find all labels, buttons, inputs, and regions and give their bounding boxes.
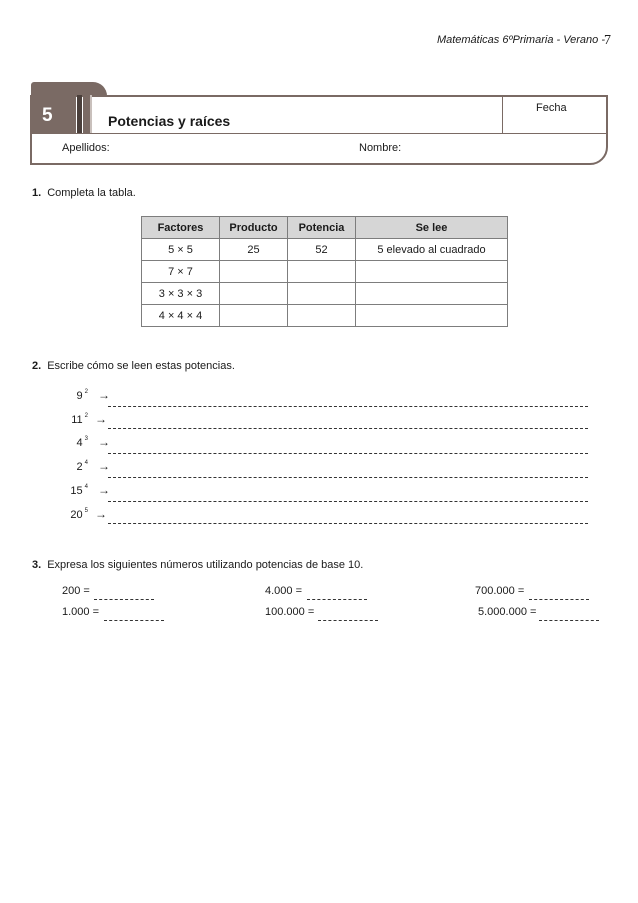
question-1 [32, 187, 136, 199]
power-base: 2 [76, 461, 83, 473]
power-exponent: 2 [84, 389, 88, 395]
header-tab [31, 82, 107, 96]
unit-header-box [30, 95, 608, 165]
apellidos-label: Apellidos: [62, 142, 110, 154]
page-number: 7 [604, 33, 611, 48]
arrow-icon: → [95, 507, 107, 521]
arrow-icon: → [98, 483, 110, 497]
answer-cell[interactable] [220, 283, 288, 305]
answer-line[interactable] [318, 620, 378, 621]
power-base: 20 [70, 509, 83, 521]
answer-line[interactable] [529, 599, 589, 600]
number-label: 700.000 = [475, 585, 525, 597]
power-exponent: 2 [84, 413, 88, 419]
number-label: 200 = [62, 585, 90, 597]
power-base: 15 [70, 485, 83, 497]
answer-cell[interactable] [220, 261, 288, 283]
question-prompt: Expresa los siguientes números utilizando potencias de base 10. [47, 559, 364, 571]
column-header: Factores [142, 217, 220, 239]
header-stripe [90, 95, 92, 133]
table-row [142, 283, 508, 305]
answer-line[interactable] [108, 501, 588, 502]
power-exponent: 5 [84, 508, 88, 514]
table-row [142, 239, 508, 261]
table-cell: 5 elevado al cuadrado [356, 239, 508, 261]
table-cell: 52 [288, 239, 356, 261]
power-exponent: 3 [84, 436, 88, 442]
divider [502, 96, 503, 134]
answer-line[interactable] [307, 599, 367, 600]
unit-title: Potencias y raíces [108, 113, 231, 129]
power-expression [28, 460, 88, 473]
power-base: 4 [76, 437, 83, 449]
answer-cell[interactable] [220, 305, 288, 327]
header-stripe [77, 95, 82, 133]
table-cell: 4 × 4 × 4 [142, 305, 220, 327]
answer-line[interactable] [539, 620, 599, 621]
answer-line[interactable] [108, 453, 588, 454]
column-header: Potencia [288, 217, 356, 239]
answer-cell[interactable] [288, 283, 356, 305]
power-exponent: 4 [84, 460, 88, 466]
answer-line[interactable] [108, 428, 588, 429]
answer-line[interactable] [108, 523, 588, 524]
table-row [142, 305, 508, 327]
power-expression [28, 508, 88, 521]
column-header: Se lee [356, 217, 508, 239]
arrow-icon: → [98, 459, 110, 473]
table-cell: 5 × 5 [142, 239, 220, 261]
divider [31, 133, 607, 134]
question-3 [32, 559, 363, 571]
answer-line[interactable] [108, 406, 588, 407]
answer-cell[interactable] [356, 305, 508, 327]
answer-cell[interactable] [356, 261, 508, 283]
answer-line[interactable] [94, 599, 154, 600]
power-expression [28, 436, 88, 449]
table-cell: 3 × 3 × 3 [142, 283, 220, 305]
running-header: Matemáticas 6ºPrimaria - Verano - [436, 34, 605, 46]
question-2 [32, 360, 235, 372]
table-header-row [142, 217, 508, 239]
question-prompt: Escribe cómo se leen estas potencias. [47, 360, 235, 372]
arrow-icon: → [95, 412, 107, 426]
arrow-icon: → [98, 435, 110, 449]
table-cell: 25 [220, 239, 288, 261]
number-label: 1.000 = [62, 606, 100, 618]
question-number: 1. [32, 187, 42, 199]
question-prompt: Completa la tabla. [47, 187, 136, 199]
column-header: Producto [220, 217, 288, 239]
answer-line[interactable] [108, 477, 588, 478]
arrow-icon: → [98, 388, 110, 402]
power-base: 9 [76, 390, 83, 402]
nombre-label: Nombre: [359, 142, 402, 154]
number-label: 4.000 = [265, 585, 303, 597]
power-base: 11 [71, 414, 83, 426]
unit-number: 5 [42, 105, 53, 126]
question-number: 3. [32, 559, 42, 571]
power-expression [28, 413, 88, 426]
table-cell: 7 × 7 [142, 261, 220, 283]
header-stripe [83, 95, 90, 133]
fecha-label: Fecha [536, 102, 567, 114]
table-row [142, 261, 508, 283]
power-expression [28, 389, 88, 402]
powers-table [141, 216, 508, 327]
number-label: 5.000.000 = [478, 606, 537, 618]
power-expression [28, 484, 88, 497]
unit-number-cell [30, 95, 76, 133]
answer-cell[interactable] [356, 283, 508, 305]
answer-line[interactable] [104, 620, 164, 621]
answer-cell[interactable] [288, 305, 356, 327]
power-exponent: 4 [84, 484, 88, 490]
number-label: 100.000 = [265, 606, 315, 618]
question-number: 2. [32, 360, 42, 372]
answer-cell[interactable] [288, 261, 356, 283]
